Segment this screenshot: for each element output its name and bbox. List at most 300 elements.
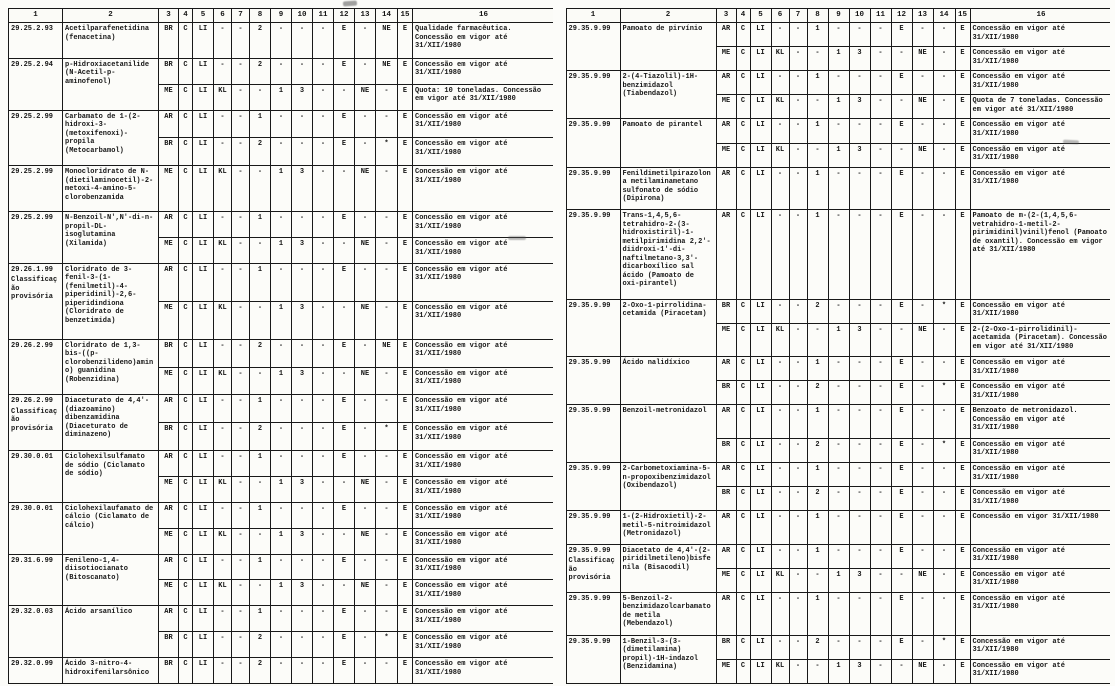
value-cell: - (789, 119, 807, 143)
value-cell: 1 (807, 119, 828, 143)
value-cell: - (870, 299, 891, 323)
code-cell: 29.35.9.99 (566, 511, 620, 544)
classification-note: Classificação provisória (568, 557, 615, 583)
value-cell: - (214, 138, 232, 166)
value-cell: 1 (271, 580, 292, 606)
value-cell: - (849, 71, 870, 95)
value-cell: - (870, 167, 891, 210)
value-cell: E (891, 119, 912, 143)
value-cell: E (398, 23, 413, 59)
table-row (566, 23, 1110, 47)
value-cell: - (870, 47, 891, 71)
value-cell: 3 (849, 568, 870, 592)
column-header-13: 13 (912, 9, 933, 23)
value-cell: - (271, 23, 292, 59)
value-cell: LI (193, 632, 214, 658)
value-cell: - (849, 210, 870, 299)
value-cell: - (771, 23, 789, 47)
value-cell: * (933, 381, 955, 405)
value-cell: C (179, 502, 193, 528)
value-cell: KL (214, 528, 232, 554)
substance-name-cell: Diacetato de 4,4'-(2-piridilmetileno)bisfenila (Bisacodil) (620, 544, 716, 592)
column-header-2: 2 (620, 9, 716, 23)
value-cell: LI (193, 23, 214, 59)
value-cell: - (849, 487, 870, 511)
scan-smudge (508, 236, 526, 240)
value-cell: - (355, 632, 376, 658)
value-cell: - (271, 502, 292, 528)
value-cell: E (334, 423, 355, 451)
value-cell: - (828, 405, 849, 438)
value-cell: - (271, 339, 292, 367)
value-cell: C (179, 58, 193, 84)
value-cell: - (376, 166, 398, 212)
observation-cell: Concessão em vigor até 31/XII/1980 (970, 167, 1110, 210)
value-cell: E (398, 84, 413, 110)
value-cell: - (789, 210, 807, 299)
value-cell: 3 (292, 528, 313, 554)
observation-cell: Benzoato de metronidazol. Concessão em vigor até 31/XII/1980 (970, 405, 1110, 438)
value-cell: - (933, 487, 955, 511)
value-cell: - (789, 23, 807, 47)
value-cell: C (736, 167, 750, 210)
value-cell: - (789, 592, 807, 635)
observation-cell: Concessão em vigor até 31/XII/1980 (970, 568, 1110, 592)
observation-cell: Concessão em vigor até 31/XII/1980 (970, 143, 1110, 167)
value-cell: BR (159, 138, 179, 166)
value-cell: - (870, 323, 891, 356)
code-cell: 29.30.0.01 (9, 451, 63, 503)
value-cell: C (179, 632, 193, 658)
observation-cell: Concessão em vigor até 31/XII/1980 (970, 487, 1110, 511)
value-cell: - (232, 238, 250, 264)
value-cell: E (334, 212, 355, 238)
value-cell: - (870, 568, 891, 592)
value-cell: ME (716, 659, 736, 683)
value-cell: - (912, 357, 933, 381)
value-cell: - (870, 511, 891, 544)
observation-cell: Concessão em vigor até 31/XII/1980 (413, 528, 553, 554)
value-cell: - (933, 167, 955, 210)
value-cell: C (179, 477, 193, 503)
value-cell: * (376, 423, 398, 451)
value-cell: ME (159, 84, 179, 110)
value-cell: - (789, 71, 807, 95)
value-cell: - (912, 405, 933, 438)
value-cell: - (313, 138, 334, 166)
value-cell: - (232, 632, 250, 658)
code-cell: 29.35.9.99 (566, 299, 620, 357)
value-cell: E (955, 592, 970, 635)
observation-cell: Concessão em vigor até 31/XII/1980 (970, 635, 1110, 659)
observation-cell: Concessão em vigor até 31/XII/1980 (413, 502, 553, 528)
value-cell: AR (716, 592, 736, 635)
value-cell: - (933, 71, 955, 95)
value-cell: - (870, 438, 891, 462)
value-cell: AR (159, 263, 179, 301)
value-cell: LI (750, 119, 771, 143)
value-cell: - (870, 23, 891, 47)
value-cell: KL (771, 568, 789, 592)
value-cell: - (870, 544, 891, 568)
value-cell: * (376, 138, 398, 166)
value-cell: E (955, 299, 970, 323)
observation-cell: Concessão em vigor até 31/XII/1980 (413, 554, 553, 580)
value-cell: NE (355, 528, 376, 554)
value-cell: - (376, 395, 398, 423)
value-cell: - (828, 592, 849, 635)
column-header-13: 13 (355, 9, 376, 23)
substance-name-cell: Monocloridrato de N-(dietilaminocetil)-2-metoxi-4-amino-5-clorobenzamida (63, 166, 159, 212)
value-cell: C (736, 381, 750, 405)
value-cell: E (955, 210, 970, 299)
value-cell: 1 (271, 367, 292, 395)
value-cell: - (912, 119, 933, 143)
observation-cell: Concessão em vigor até 31/XII/1980 (413, 110, 553, 138)
code-cell: 29.25.2.99 (9, 110, 63, 166)
table-row (566, 544, 1110, 568)
value-cell: - (313, 451, 334, 477)
value-cell: KL (214, 477, 232, 503)
value-cell: NE (912, 143, 933, 167)
substance-name-cell: Benzoil-metronidazol (620, 405, 716, 463)
value-cell: E (891, 463, 912, 487)
value-cell: - (250, 580, 271, 606)
value-cell: - (789, 323, 807, 356)
value-cell: BR (159, 658, 179, 684)
value-cell: 1 (828, 47, 849, 71)
value-cell: NE (912, 568, 933, 592)
value-cell: - (933, 143, 955, 167)
value-cell: LI (193, 212, 214, 238)
value-cell: - (828, 167, 849, 210)
value-cell: LI (193, 554, 214, 580)
value-cell: C (736, 438, 750, 462)
value-cell: 1 (807, 357, 828, 381)
value-cell: - (933, 95, 955, 119)
value-cell: - (376, 502, 398, 528)
value-cell: - (891, 568, 912, 592)
value-cell: E (334, 502, 355, 528)
value-cell: 1 (828, 659, 849, 683)
value-cell: LI (750, 568, 771, 592)
substance-name-cell: Cloridrato de 3-fenil-3-(1-(fenilmetil)-4-piperidinil)-2,6-piperidindiona (Cloridrato de benzetimida) (63, 263, 159, 339)
value-cell: E (398, 580, 413, 606)
value-cell: BR (716, 635, 736, 659)
value-cell: - (789, 381, 807, 405)
value-cell: E (955, 487, 970, 511)
value-cell: LI (750, 143, 771, 167)
value-cell: - (313, 367, 334, 395)
column-header-6: 6 (214, 9, 232, 23)
substance-name-cell: Ciclohexilaufamato de cálcio (Ciclamato de cálcio) (63, 502, 159, 554)
value-cell: LI (193, 238, 214, 264)
scan-smudge (1063, 140, 1079, 145)
value-cell: 3 (292, 580, 313, 606)
observation-cell: Concessão em vigor até 31/XII/1980 (970, 71, 1110, 95)
column-header-3: 3 (159, 9, 179, 23)
page-right (566, 8, 1111, 686)
column-header-11: 11 (870, 9, 891, 23)
value-cell: E (955, 463, 970, 487)
value-cell: - (376, 367, 398, 395)
value-cell: KL (771, 323, 789, 356)
value-cell: 2 (250, 58, 271, 84)
value-cell: - (334, 367, 355, 395)
value-cell: KL (771, 659, 789, 683)
value-cell: 2 (807, 299, 828, 323)
value-cell: E (891, 167, 912, 210)
value-cell: LI (750, 299, 771, 323)
value-cell: E (398, 138, 413, 166)
value-cell: - (334, 238, 355, 264)
value-cell: - (828, 210, 849, 299)
value-cell: - (828, 357, 849, 381)
value-cell: 2 (250, 423, 271, 451)
observation-cell: Concessão em vigor até 31/XII/1980 (970, 381, 1110, 405)
value-cell: 1 (807, 511, 828, 544)
observation-cell: Concessão em vigor até 31/XII/1980 (970, 438, 1110, 462)
value-cell: C (179, 110, 193, 138)
value-cell: C (736, 487, 750, 511)
value-cell: C (179, 212, 193, 238)
value-cell: 1 (250, 451, 271, 477)
value-cell: 1 (807, 71, 828, 95)
value-cell: C (736, 119, 750, 143)
substance-name-cell: Ciclohexilsulfamato de sódio (Ciclamato de sódio) (63, 451, 159, 503)
value-cell: 1 (807, 544, 828, 568)
value-cell: NE (912, 659, 933, 683)
value-cell: 1 (807, 592, 828, 635)
value-cell: - (292, 395, 313, 423)
value-cell: 3 (292, 166, 313, 212)
value-cell: C (179, 528, 193, 554)
value-cell: - (807, 47, 828, 71)
value-cell: E (955, 438, 970, 462)
value-cell: - (789, 167, 807, 210)
value-cell: - (912, 299, 933, 323)
tariff-table-left (8, 8, 553, 684)
value-cell: E (891, 511, 912, 544)
value-cell: 2 (807, 487, 828, 511)
substance-name-cell: Pamoato de pirvínio (620, 23, 716, 71)
value-cell: E (398, 339, 413, 367)
value-cell: LI (193, 528, 214, 554)
value-cell: - (789, 635, 807, 659)
value-cell: - (849, 635, 870, 659)
value-cell: ME (159, 580, 179, 606)
observation-cell: Concessão em vigor até 31/XII/1980 (970, 299, 1110, 323)
value-cell: - (376, 477, 398, 503)
header-row (566, 9, 1110, 23)
value-cell: C (179, 658, 193, 684)
value-cell: NE (376, 339, 398, 367)
value-cell: - (355, 502, 376, 528)
value-cell: KL (214, 301, 232, 339)
observation-cell: Concessão em vigor até 31/XII/1980 (970, 47, 1110, 71)
value-cell: BR (716, 381, 736, 405)
header-row (9, 9, 553, 23)
value-cell: AR (716, 405, 736, 438)
value-cell: E (891, 381, 912, 405)
value-cell: 1 (807, 23, 828, 47)
observation-cell: Pamoato de m-(2-(1,4,5,6-vetrahidro-1-metil-2-pirimidinil)vinil)fenol (Pamoato de oxantil). Concessão em vigor até 31/XII/1980 (970, 210, 1110, 299)
value-cell: C (179, 263, 193, 301)
value-cell: - (292, 263, 313, 301)
column-header-4: 4 (179, 9, 193, 23)
value-cell: - (232, 84, 250, 110)
code-cell: 29.35.9.99 (566, 635, 620, 683)
value-cell: - (849, 299, 870, 323)
value-cell: - (313, 477, 334, 503)
column-header-8: 8 (807, 9, 828, 23)
substance-name-cell: 1-Benzil-3-(3-(dimetilamina) propil)-1H-indazol (Benzidamina) (620, 635, 716, 683)
value-cell: 3 (849, 659, 870, 683)
substance-name-cell: Fenileno-1,4-diisotiocianato (Bitoscanato) (63, 554, 159, 606)
value-cell: KL (214, 84, 232, 110)
value-cell: - (292, 138, 313, 166)
value-cell: - (849, 119, 870, 143)
value-cell: E (955, 381, 970, 405)
value-cell: E (398, 238, 413, 264)
value-cell: - (849, 23, 870, 47)
value-cell: E (891, 71, 912, 95)
code-cell: 29.30.0.01 (9, 502, 63, 554)
value-cell: - (771, 71, 789, 95)
value-cell: - (271, 554, 292, 580)
value-cell: E (891, 635, 912, 659)
observation-cell: Concessão em vigor até 31/XII/1980 (413, 580, 553, 606)
value-cell: - (933, 511, 955, 544)
value-cell: - (771, 463, 789, 487)
value-cell: - (376, 110, 398, 138)
value-cell: 1 (271, 301, 292, 339)
value-cell: - (849, 438, 870, 462)
value-cell: - (771, 167, 789, 210)
value-cell: 1 (271, 84, 292, 110)
value-cell: NE (355, 166, 376, 212)
value-cell: LI (193, 451, 214, 477)
code-cell: 29.35.9.99 (566, 167, 620, 210)
table-row (9, 339, 553, 367)
value-cell: - (334, 166, 355, 212)
value-cell: E (334, 606, 355, 632)
value-cell: - (870, 95, 891, 119)
value-cell: - (313, 58, 334, 84)
value-cell: C (179, 339, 193, 367)
value-cell: - (933, 23, 955, 47)
value-cell: 3 (292, 477, 313, 503)
value-cell: C (736, 544, 750, 568)
value-cell: C (736, 47, 750, 71)
value-cell: - (214, 58, 232, 84)
substance-name-cell: 2-(4-Tiazolil)-1H-benzimidazol (Tiabendazol) (620, 71, 716, 119)
observation-cell: Concessão em vigor até 31/XII/1980 (970, 544, 1110, 568)
value-cell: - (870, 405, 891, 438)
value-cell: NE (355, 238, 376, 264)
value-cell: - (870, 463, 891, 487)
value-cell: ME (159, 367, 179, 395)
value-cell: LI (750, 210, 771, 299)
value-cell: C (736, 463, 750, 487)
value-cell: - (313, 554, 334, 580)
value-cell: - (870, 119, 891, 143)
code-cell: 29.26.1.99 Classificação provisória (9, 263, 63, 339)
value-cell: KL (771, 95, 789, 119)
value-cell: - (376, 528, 398, 554)
value-cell: - (849, 357, 870, 381)
observation-cell: Concessão em vigor até 31/XII/1980 (413, 606, 553, 632)
observation-cell: Concessão em vigor até 31/XII/1980 (413, 395, 553, 423)
value-cell: - (313, 658, 334, 684)
value-cell: C (736, 568, 750, 592)
table-row (566, 511, 1110, 544)
observation-cell: Concessão em vigor até 31/XII/1980 (970, 119, 1110, 143)
value-cell: - (771, 381, 789, 405)
value-cell: ME (716, 47, 736, 71)
value-cell: - (376, 658, 398, 684)
value-cell: C (179, 451, 193, 477)
code-cell: 29.35.9.99 (566, 592, 620, 635)
code-cell: 29.35.9.99 (566, 463, 620, 511)
value-cell: - (933, 119, 955, 143)
value-cell: - (376, 238, 398, 264)
value-cell: LI (193, 166, 214, 212)
value-cell: LI (750, 635, 771, 659)
value-cell: LI (193, 138, 214, 166)
value-cell: - (214, 451, 232, 477)
value-cell: - (232, 580, 250, 606)
value-cell: BR (159, 632, 179, 658)
value-cell: C (736, 71, 750, 95)
value-cell: - (849, 544, 870, 568)
value-cell: LI (193, 339, 214, 367)
table-row (9, 110, 553, 138)
value-cell: - (214, 606, 232, 632)
substance-name-cell: Ácido nalidíxico (620, 357, 716, 405)
value-cell: LI (193, 367, 214, 395)
value-cell: 1 (807, 463, 828, 487)
value-cell: - (789, 511, 807, 544)
value-cell: - (849, 167, 870, 210)
value-cell: C (736, 323, 750, 356)
value-cell: - (771, 119, 789, 143)
value-cell: - (271, 58, 292, 84)
value-cell: E (398, 212, 413, 238)
table-row (566, 71, 1110, 95)
value-cell: E (955, 568, 970, 592)
observation-cell: 2-(2-Oxo-1-pirrolidinil)-acetamida (Piracetam). Concessão em vigor até 31/XII/1980 (970, 323, 1110, 356)
value-cell: LI (750, 381, 771, 405)
value-cell: C (736, 659, 750, 683)
value-cell: C (736, 95, 750, 119)
value-cell: LI (750, 47, 771, 71)
observation-cell: Quota de 7 toneladas. Concessão em vigor até 31/XII/1980 (970, 95, 1110, 119)
value-cell: LI (193, 263, 214, 301)
value-cell: - (376, 580, 398, 606)
value-cell: E (955, 47, 970, 71)
value-cell: C (736, 143, 750, 167)
value-cell: LI (750, 511, 771, 544)
value-cell: - (933, 592, 955, 635)
value-cell: E (398, 451, 413, 477)
value-cell: ME (716, 323, 736, 356)
value-cell: - (789, 357, 807, 381)
value-cell: - (355, 451, 376, 477)
value-cell: - (828, 23, 849, 47)
value-cell: C (736, 299, 750, 323)
value-cell: - (355, 606, 376, 632)
